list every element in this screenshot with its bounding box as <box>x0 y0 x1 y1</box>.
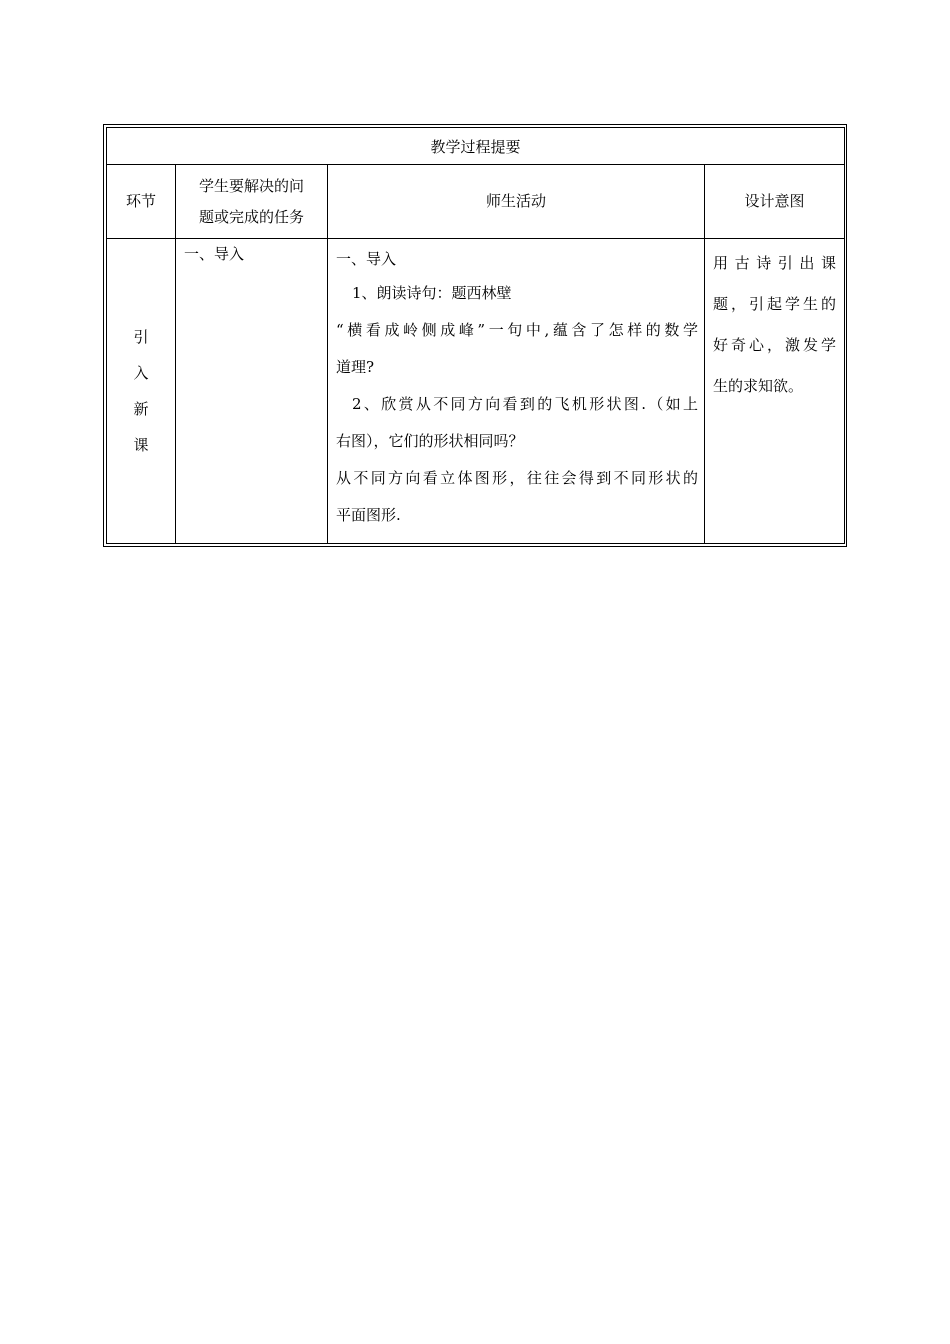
stage-char: 入 <box>133 364 149 382</box>
activity-line: 道理? <box>336 358 375 376</box>
stage-char: 新 <box>133 400 149 418</box>
intent-cell <box>705 239 845 544</box>
stage-char: 引 <box>133 328 149 346</box>
intent-line: 生的求知欲。 <box>713 377 804 395</box>
activity-line: 平面图形. <box>336 506 401 524</box>
stage-char: 课 <box>133 436 149 454</box>
header-activity: 师生活动 <box>328 165 705 239</box>
table-title: 教学过程提要 <box>107 128 845 165</box>
activity-line: 1、朗读诗句：题西林壁 <box>352 284 512 302</box>
stage-cell <box>107 239 176 544</box>
intent-line: 好奇心，激发学 <box>713 336 837 354</box>
activity-line: “横看成岭侧成峰”一句中,蕴含了怎样的数学 <box>336 321 698 339</box>
teaching-process-table-frame <box>103 124 847 547</box>
activity-line: 从不同方向看立体图形，往往会得到不同形状的 <box>336 469 698 487</box>
activity-line: 一、导入 <box>336 250 397 268</box>
header-task <box>176 165 328 239</box>
intent-line: 用古诗引出课 <box>713 254 837 272</box>
activity-line: 右图），它们的形状相同吗？ <box>336 432 524 450</box>
task-cell: 一、导入 <box>176 239 328 544</box>
activity-line: 2、欣赏从不同方向看到的飞机形状图.（如上 <box>352 395 698 413</box>
intent-line: 题，引起学生的 <box>713 295 837 313</box>
header-task-line-2: 题或完成的任务 <box>198 207 304 226</box>
teaching-process-table <box>106 127 845 544</box>
activity-cell <box>328 239 705 544</box>
header-stage: 环节 <box>107 165 176 239</box>
header-task-line-1: 学生要解决的问 <box>198 176 304 195</box>
header-intent: 设计意图 <box>705 165 845 239</box>
